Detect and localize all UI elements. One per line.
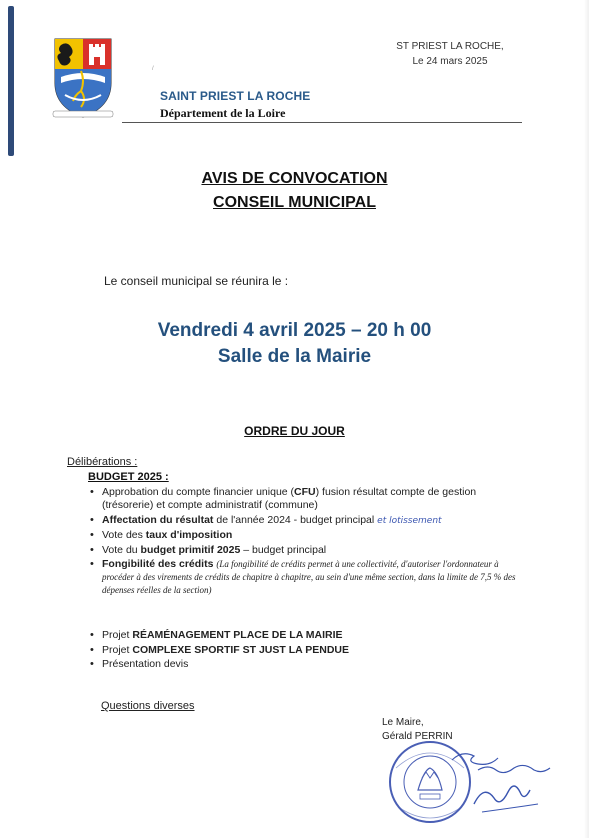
item-text: Présentation devis: [102, 658, 189, 670]
town-name: SAINT PRIEST LA ROCHE: [160, 89, 311, 103]
mairie-stamp-and-signature: [382, 738, 562, 828]
header-divider: [122, 122, 522, 123]
place-and-date: [380, 39, 520, 69]
budget-item-list: [88, 486, 528, 599]
item-text: Approbation du compte financier unique (: [102, 486, 295, 498]
item-bold: CFU: [294, 486, 316, 498]
item-text: Projet: [102, 629, 133, 641]
meeting-datetime: Vendredi 4 avril 2025 – 20 h 00: [157, 320, 432, 341]
meeting-place: Salle de la Mairie: [217, 346, 372, 367]
item-text: de l'année 2024 - budget principal: [213, 513, 378, 526]
list-item: [88, 529, 528, 542]
mayor-title: Le Maire,: [382, 717, 424, 728]
department-name: Département de la Loire: [160, 106, 286, 120]
stray-mark: /: [152, 66, 154, 72]
item-text: Projet: [102, 643, 133, 656]
fungibility-note: (La fongibilité de crédits permet à une collectivité, d'autoriser l'ordonnateur à procéder à des virements de crédits de chapitre à chapitre, au sein d'une même section, dans la limite de 7,5 % des dépenses réelles de la section): [102, 559, 516, 595]
list-item: [88, 558, 528, 597]
item-bold: budget primitif 2025: [140, 543, 241, 556]
item-bold: Affectation du résultat: [102, 513, 214, 526]
item-text: Vote des: [102, 529, 146, 541]
town-crest-logo: [51, 37, 115, 119]
list-item: [88, 544, 528, 557]
agenda-heading: ORDRE DU JOUR: [244, 424, 345, 438]
list-item: [88, 486, 528, 512]
project-item-list: [88, 629, 528, 673]
item-text: – budget principal: [240, 543, 327, 556]
questions-diverses: Questions diverses: [101, 700, 195, 712]
budget-heading: BUDGET 2025 :: [88, 471, 169, 483]
left-binding-bar: [8, 6, 14, 156]
document-title: AVIS DE CONVOCATION: [201, 170, 388, 187]
document-subtitle: CONSEIL MUNICIPAL: [213, 194, 376, 211]
issue-date: Le 24 mars 2025: [412, 56, 488, 67]
page-edge-shadow: [584, 0, 589, 838]
item-text: Vote du: [102, 543, 141, 556]
list-item: [88, 629, 528, 642]
issue-city: ST PRIEST LA ROCHE,: [396, 41, 504, 52]
item-bold: RÉAMÉNAGEMENT PLACE DE LA MAIRIE: [132, 629, 343, 641]
list-item: [88, 658, 528, 671]
mayor-name: Gérald PERRIN: [382, 731, 453, 742]
item-bold: Fongibilité des crédits: [102, 558, 214, 570]
handwritten-addition: et lotissement: [377, 515, 442, 526]
list-item: [88, 514, 528, 528]
item-bold: COMPLEXE SPORTIF ST JUST LA PENDUE: [132, 643, 349, 656]
intro-text: Le conseil municipal se réunira le :: [104, 274, 289, 288]
item-bold: taux d'imposition: [145, 529, 233, 541]
deliberations-label: Délibérations :: [67, 456, 138, 468]
item-text: ) fusion résultat compte de gestion (trésorerie) et compte administratif (commune): [102, 486, 477, 511]
list-item: [88, 644, 528, 657]
